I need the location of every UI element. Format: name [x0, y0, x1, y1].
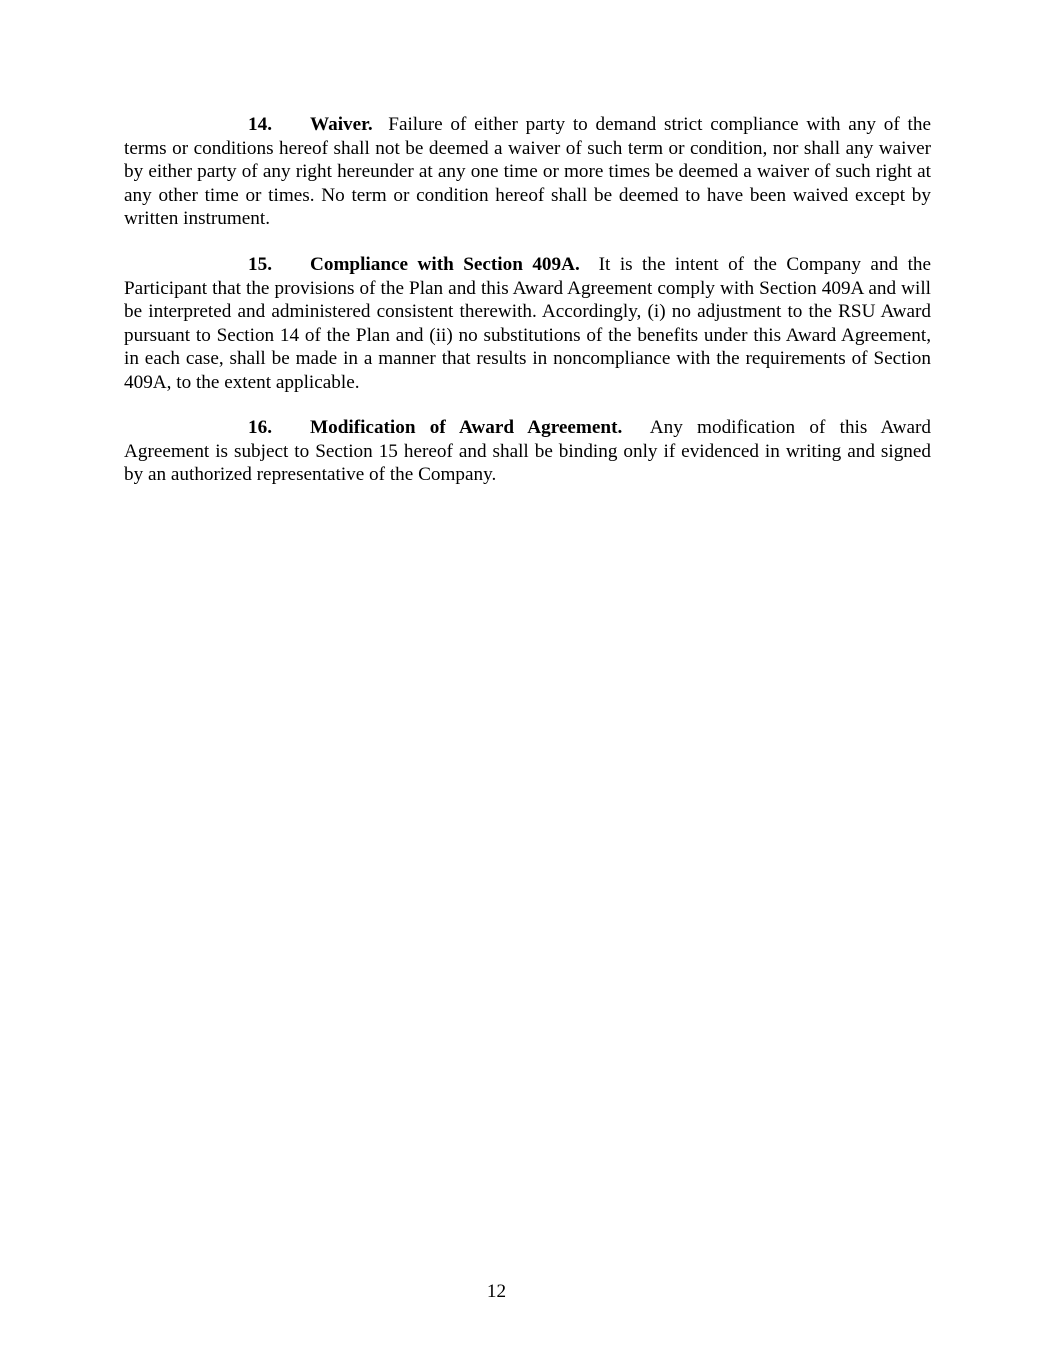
section-heading: Compliance with Section 409A.	[310, 254, 580, 275]
section-14-paragraph	[124, 113, 931, 231]
section-number: 16.	[248, 417, 272, 438]
section-body: It is the intent of the Company and the Participant that the provisions of the Plan and this Award Agreement comply with Section 409A and will be interpreted and administered consistent therewith. Accordingly, (i) no adjustment to the RSU Award pursuant to Section 14 of the Plan and (ii) no substitutions of the benefits under this Award Agreement, in each case, shall be made in a manner that results in noncompliance with the requirements of Section 409A, to the extent applicable.	[124, 254, 932, 393]
page-number: 12	[486, 1281, 507, 1302]
section-number: 15.	[248, 254, 272, 275]
section-number: 14.	[248, 114, 272, 135]
section-heading: Modification of Award Agreement.	[310, 417, 623, 438]
section-15-paragraph	[124, 253, 931, 395]
section-body: Failure of either party to demand strict compliance with any of the terms or conditions hereof shall not be deemed a waiver of such term or condition, nor shall any waiver by either party of any right hereunder at any one time or more times be deemed a waiver of such right at any other time or times. No term or condition hereof shall be deemed to have been waived except by written instrument.	[124, 114, 931, 230]
section-16-paragraph	[124, 416, 931, 487]
section-heading: Waiver.	[310, 114, 373, 135]
section-body: Any modification of this Award Agreement is subject to Section 15 hereof and shall be binding only if evidenced in writing and signed by an authorized representative of the Company.	[124, 417, 931, 486]
